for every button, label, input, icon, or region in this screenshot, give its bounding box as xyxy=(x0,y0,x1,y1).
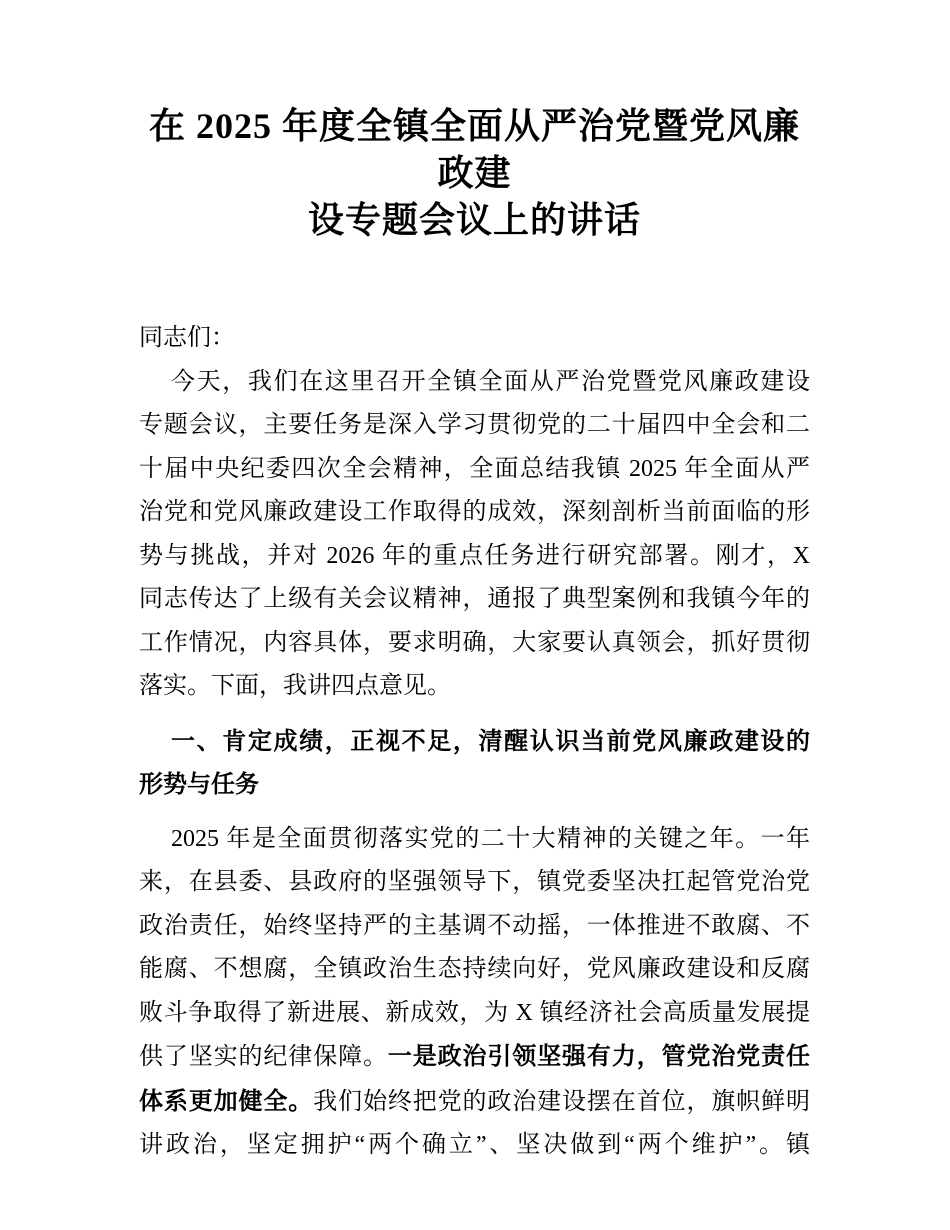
body-line xyxy=(139,491,810,535)
text-segment: 专题会议，主要任务是深入学习贯彻党的二十届四中全会和二 xyxy=(139,412,810,438)
body-line xyxy=(139,665,810,709)
text-segment: 供了坚实的纪律保障。 xyxy=(139,1044,388,1070)
title-line-1: 在 2025 年度全镇全面从严治党暨党风廉政建 xyxy=(148,106,800,193)
document-title xyxy=(139,103,810,244)
text-segment: 同志传达了上级有关会议精神，通报了典型案例和我镇今年的 xyxy=(139,586,810,612)
body-line xyxy=(139,948,810,992)
text-segment: 我们始终把党的政治建设摆在首位，旗帜鲜明 xyxy=(313,1088,811,1115)
text-segment: 讲政治，坚定拥护“两个确立”、坚决做到“两个维护”。镇 xyxy=(139,1132,810,1158)
body-line xyxy=(139,404,810,448)
body-line xyxy=(139,361,810,405)
text-segment: 败斗争取得了新进展、新成效，为 X 镇经济社会高质量发展提 xyxy=(139,999,810,1026)
text-segment: 工作情况，内容具体，要求明确，大家要认真领会，抓好贯彻 xyxy=(139,629,810,656)
body-line xyxy=(139,622,810,666)
heading-line xyxy=(139,720,810,764)
text-segment: 形势与任务 xyxy=(139,771,259,798)
body-line xyxy=(139,861,810,905)
text-segment: 落实。下面，我讲四点意见。 xyxy=(139,673,451,699)
text-segment: 政治责任，始终坚持严的主基调不动摇，一体推进不敢腐、不 xyxy=(139,912,810,939)
body-line xyxy=(139,905,810,949)
title-line-2: 设专题会议上的讲话 xyxy=(307,200,641,240)
body-line xyxy=(139,1124,810,1168)
heading-line xyxy=(139,763,810,807)
document-content xyxy=(139,0,810,1168)
text-segment: 今天，我们在这里召开全镇全面从严治党暨党风廉政建设 xyxy=(171,368,810,395)
body-line xyxy=(139,448,810,492)
text-segment: 势与挑战，并对 2026 年的重点任务进行研究部署。刚才，X xyxy=(139,542,810,569)
bold-text-segment: 体系更加健全。 xyxy=(139,1087,314,1115)
body-line xyxy=(139,1035,810,1080)
body-line xyxy=(139,578,810,622)
text-segment: 2025 年是全面贯彻落实党的二十大精神的关键之年。一年 xyxy=(171,825,810,852)
body-line xyxy=(139,1080,810,1125)
text-segment: 一、肯定成绩，正视不足，清醒认识当前党风廉政建设的 xyxy=(171,727,810,755)
body-line xyxy=(139,992,810,1036)
document-body xyxy=(139,317,810,1168)
body-line xyxy=(139,317,810,361)
text-segment: 来，在县委、县政府的坚强领导下，镇党委坚决扛起管党治党 xyxy=(139,869,810,895)
text-segment: 治党和党风廉政建设工作取得的成效，深刻剖析当前面临的形 xyxy=(139,499,810,525)
bold-text-segment: 一是政治引领坚强有力，管党治党责任 xyxy=(387,1043,811,1070)
text-segment: 同志们： xyxy=(139,325,235,351)
body-line xyxy=(139,535,810,579)
text-segment: 能腐、不想腐，全镇政治生态持续向好，党风廉政建设和反腐 xyxy=(139,956,810,982)
body-line xyxy=(139,818,810,862)
text-segment: 十届中央纪委四次全会精神，全面总结我镇 2025 年全面从严 xyxy=(139,455,810,482)
